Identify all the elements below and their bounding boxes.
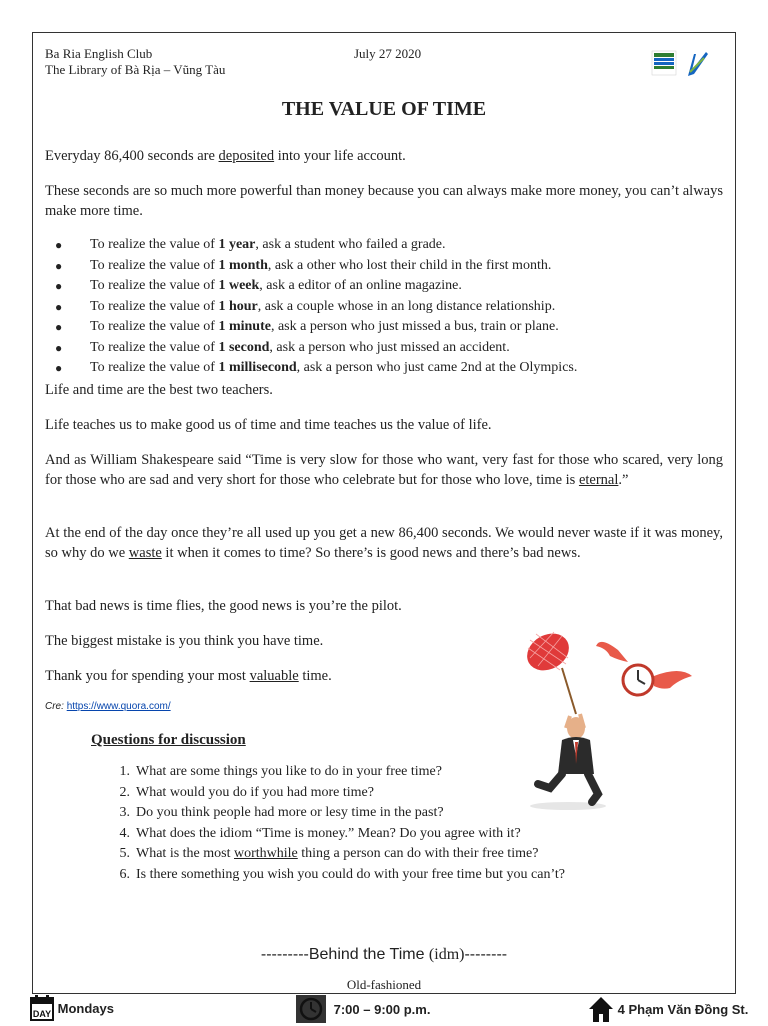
idiom-heading: ---------Behind the Time (idm)-------- [260,946,508,963]
svg-text:DAY: DAY [32,1009,52,1019]
intro-paragraph-2: These seconds are so much more powerful than money because you can always make more money, you can’t always make more time. [45,183,723,219]
bullet-item: ● To realize the value of 1 year, ask a student who failed a grade. [45,235,723,256]
bullet-item: ● To realize the value of 1 month, ask a other who lost their child in the first month. [45,256,723,277]
page-title: THE VALUE OF TIME [281,98,487,120]
library-name: The Library of Bà Rịa – Vũng Tàu [45,62,226,77]
bullet-icon: ● [55,361,63,375]
credit-link[interactable]: https://www.quora.com/ [66,701,171,712]
bullet-icon: ● [55,299,63,314]
bullet-item: ● To realize the value of 1 hour, ask a couple whose in an long distance relationship. [45,297,723,318]
bullet-icon: ● [55,258,63,273]
thanks-paragraph: Thank you for spending your most valuable time. [45,668,332,684]
end-of-day-paragraph: At the end of the day once they’re all used up you get a new 86,400 seconds. We would never waste if it was money, so why do we waste it when it comes to time? So there’s is good news and there’s bad news. [45,525,723,561]
clock-icon [296,995,326,1026]
bullet-icon: ● [55,238,63,252]
question-item: 5. What is the most worthwhile thing a person can do with their free time? [119,846,539,862]
calendar-icon [30,995,54,1024]
bullet-icon: ● [55,340,63,355]
bullet-icon: ● [55,320,63,334]
home-icon [588,995,614,1026]
question-item: 2. What would you do if you had more time? [119,784,374,800]
teaches-paragraph: Life teaches us to make good us of time and time teaches us the value of life. [45,417,492,433]
club-address: 4 Phạm Văn Đồng St. [617,1001,749,1017]
credit-line [45,701,171,712]
bullet-item: ● To realize the value of 1 week, ask a editor of an online magazine. [45,276,723,297]
bullet-item: ● To realize the value of 1 second, ask a person who just missed an accident. [45,338,723,359]
question-item: 1. What are some things you like to do in your free time? [119,764,442,779]
meeting-time: 7:00 – 9:00 p.m. [333,1001,431,1017]
question-item: 6. Is there something you wish you could do with your free time but you can’t? [119,866,565,882]
bullet-icon: ● [55,279,63,293]
intro-paragraph-1: Everyday 86,400 seconds are deposited into your life account. [45,148,406,164]
club-name: Ba Ria English Club [45,46,153,61]
teachers-paragraph: Life and time are the best two teachers. [45,382,273,398]
mistake-paragraph: The biggest mistake is you think you have time. [45,633,324,649]
credit-label: Cre: [45,701,64,712]
bad-news-paragraph: That bad news is time flies, the good news is you’re the pilot. [45,598,402,614]
bullet-list [45,235,723,379]
shakespeare-paragraph: And as William Shakespeare said “Time is very slow for those who want, very fast for those who scared, very long for those who are sad and very short for those who celebrate but for those who love, time is eternal.” [45,452,723,488]
footer-time [296,995,430,1024]
footer-address [588,995,748,1024]
idiom-meaning: Old-fashioned [346,977,422,992]
header-date: July 27 2020 [354,46,422,61]
question-item: 4. What does the idiom “Time is money.” Mean? Do you agree with it? [119,825,521,841]
meeting-day: Mondays [57,1000,114,1016]
bullet-item: ● To realize the value of 1 minute, ask a person who just missed a bus, train or plane. [45,317,723,338]
footer-day [30,995,114,1024]
questions-list [110,762,670,886]
questions-heading: Questions for discussion [91,732,246,748]
bullet-item: ● To realize the value of 1 millisecond, ask a person who just came 2nd at the Olympics. [45,358,723,379]
header-club [45,46,225,78]
question-item: 3. Do you think people had more or lesy time in the past? [119,805,444,821]
club-logo [650,48,712,80]
